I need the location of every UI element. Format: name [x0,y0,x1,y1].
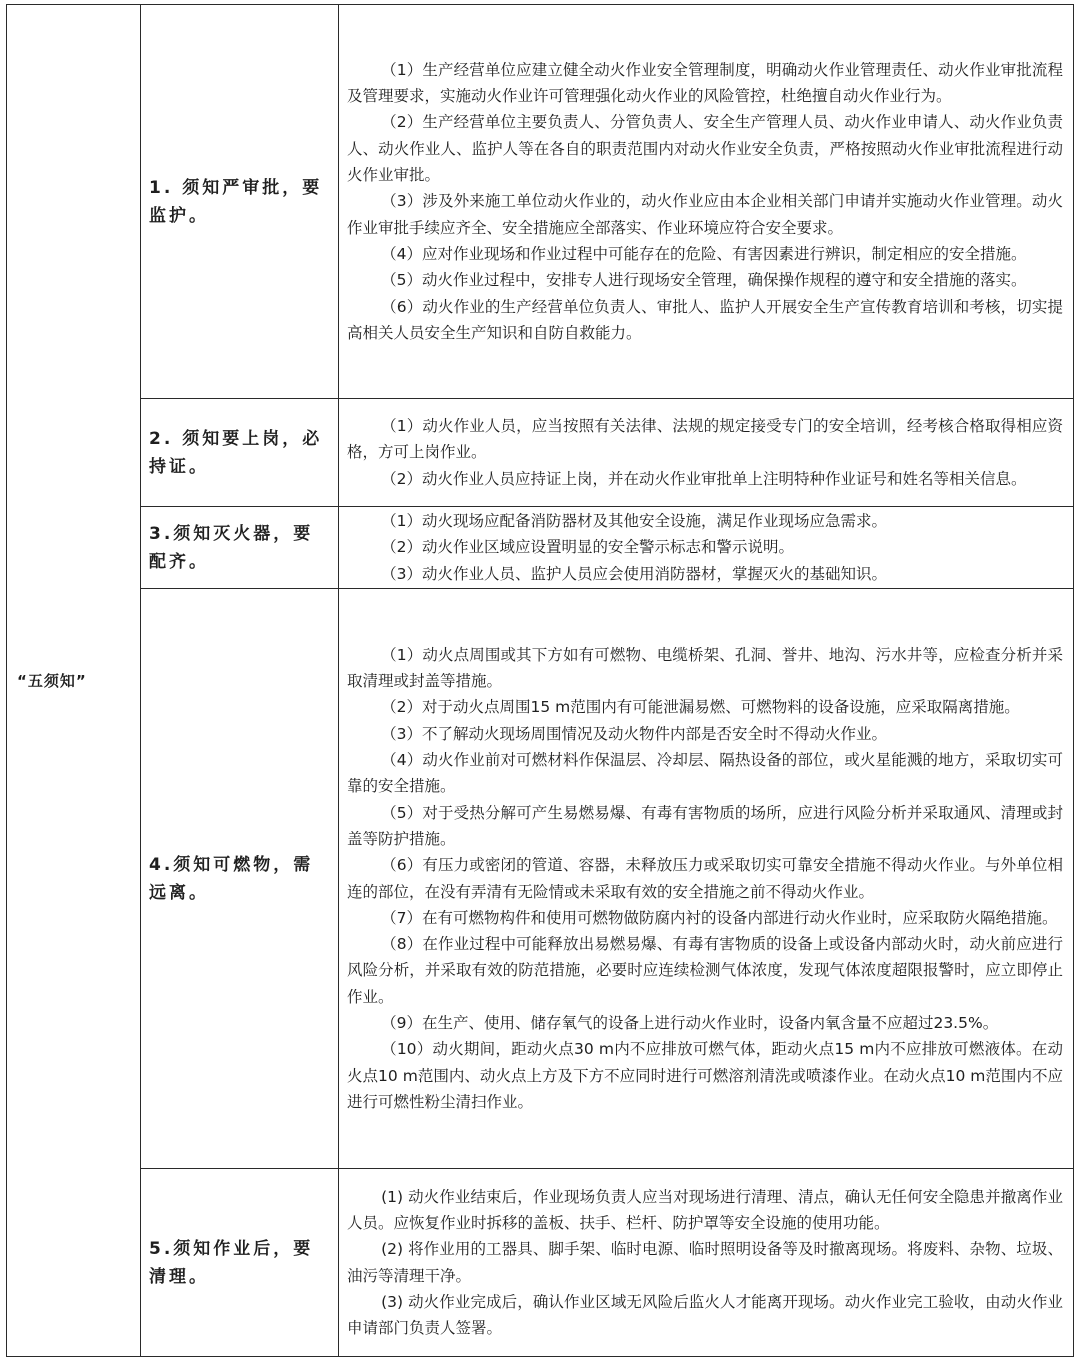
list-item: （7）在有可燃物构件和使用可燃物做防腐内衬的设备内部进行动火作业时，应采取防火隔绝措施。 [381,908,1058,927]
list-item: （2）对于动火点周围15 m范围内有可能泄漏易燃、可燃物料的设备设施，应采取隔离措施。 [381,698,1020,717]
list-item: （3）动火作业人员、监护人员应会使用消防器材，掌握灭火的基础知识。 [381,564,887,583]
list-item: (3) 动火作业完成后，确认作业区域无风险后监火人才能离开现场。动火作业完工验收，由动火作业申请部门负责人签署。 [347,1292,1063,1338]
list-item: (2) 将作业用的工器具、脚手架、临时电源、临时照明设备等及时撤离现场。将废料、杂物、垃圾、油污等清理干净。 [347,1240,1063,1285]
section-items [339,399,1074,507]
table-row [7,589,1074,1169]
section-items [339,5,1074,399]
table-row [7,1169,1074,1357]
list-item: （2）动火作业区域应设置明显的安全警示标志和警示说明。 [381,538,794,557]
list-item: （5）对于受热分解可产生易燃易爆、有毒有害物质的场所，应进行风险分析并采取通风、清理或封盖等防护措施。 [347,803,1063,848]
list-item: （1）动火现场应配备消防器材及其他安全设施，满足作业现场应急需求。 [381,512,887,531]
list-item: （10）动火期间，距动火点30 m内不应排放可燃气体，距动火点15 m内不应排放可燃液体。在动火点10 m范围内、动火点上方及下方不应同时进行可燃溶剂清洗或喷漆作业。在动火点10 m范围内不应进行可燃性粉尘清扫作业。 [347,1040,1063,1111]
group-label: “五须知” [7,5,141,1357]
list-item: （2）动火作业人员应持证上岗，并在动火作业审批单上注明特种作业证号和姓名等相关信息。 [381,469,1027,488]
list-item: （5）动火作业过程中，安排专人进行现场安全管理，确保操作规程的遵守和安全措施的落实。 [381,271,1027,290]
table-row [7,399,1074,507]
list-item: （3）涉及外来施工单位动火作业的，动火作业应由本企业相关部门申请并实施动火作业管理。动火作业审批手续应齐全、安全措施应全部落实、作业环境应符合安全要求。 [347,192,1063,237]
section-title: 4.须知可燃物，需远离。 [141,589,339,1169]
section-items [339,589,1074,1169]
section-items [339,507,1074,589]
list-item: （3）不了解动火现场周围情况及动火物件内部是否安全时不得动火作业。 [381,724,887,743]
list-item: （2）生产经营单位主要负责人、分管负责人、安全生产管理人员、动火作业申请人、动火作业负责人、动火作业人、监护人等在各自的职责范围内对动火作业安全负责，严格按照动火作业审批流程进行动火作业审批。 [347,113,1063,185]
table-row [7,507,1074,589]
list-item: （4）动火作业前对可燃材料作保温层、冷却层、隔热设备的部位，或火星能溅的地方，采取切实可靠的安全措施。 [347,751,1063,796]
list-item: （1）动火作业人员，应当按照有关法律、法规的规定接受专门的安全培训，经考核合格取得相应资格，方可上岗作业。 [347,417,1063,462]
list-item: （9）在生产、使用、储存氧气的设备上进行动火作业时，设备内氧含量不应超过23.5%。 [381,1013,999,1032]
table-row [7,5,1074,399]
list-item: （6）动火作业的生产经营单位负责人、审批人、监护人开展安全生产宣传教育培训和考核，切实提高相关人员安全生产知识和自防自救能力。 [347,297,1063,342]
section-title: 1. 须知严审批，要监护。 [141,5,339,399]
list-item: （6）有压力或密闭的管道、容器，未释放压力或采取切实可靠安全措施不得动火作业。与外单位相连的部位，在没有弄清有无险情或未采取有效的安全措施之前不得动火作业。 [347,856,1063,901]
list-item: (1) 动火作业结束后，作业现场负责人应当对现场进行清理、清点，确认无任何安全隐患并撤离作业人员。应恢复作业时拆移的盖板、扶手、栏杆、防护罩等安全设施的使用功能。 [347,1187,1063,1232]
list-item: （1）动火点周围或其下方如有可燃物、电缆桥架、孔洞、誉井、地沟、污水井等，应检查分析并采取清理或封盖等措施。 [347,645,1063,691]
section-items [339,1169,1074,1357]
section-title: 5.须知作业后，要清理。 [141,1169,339,1357]
five-must-know-table [6,4,1074,1357]
section-title: 3.须知灭火器，要配齐。 [141,507,339,589]
section-title: 2. 须知要上岗，必持证。 [141,399,339,507]
list-item: （4）应对作业现场和作业过程中可能存在的危险、有害因素进行辨识，制定相应的安全措施。 [381,244,1027,263]
list-item: （1）生产经营单位应建立健全动火作业安全管理制度，明确动火作业管理责任、动火作业审批流程及管理要求，实施动火作业许可管理强化动火作业的风险管控，杜绝擅自动火作业行为。 [347,60,1063,106]
list-item: （8）在作业过程中可能释放出易燃易爆、有毒有害物质的设备上或设备内部动火时，动火前应进行风险分析，并采取有效的防范措施，必要时应连续检测气体浓度，发现气体浓度超限报警时，应立即停止作业。 [347,935,1063,1006]
